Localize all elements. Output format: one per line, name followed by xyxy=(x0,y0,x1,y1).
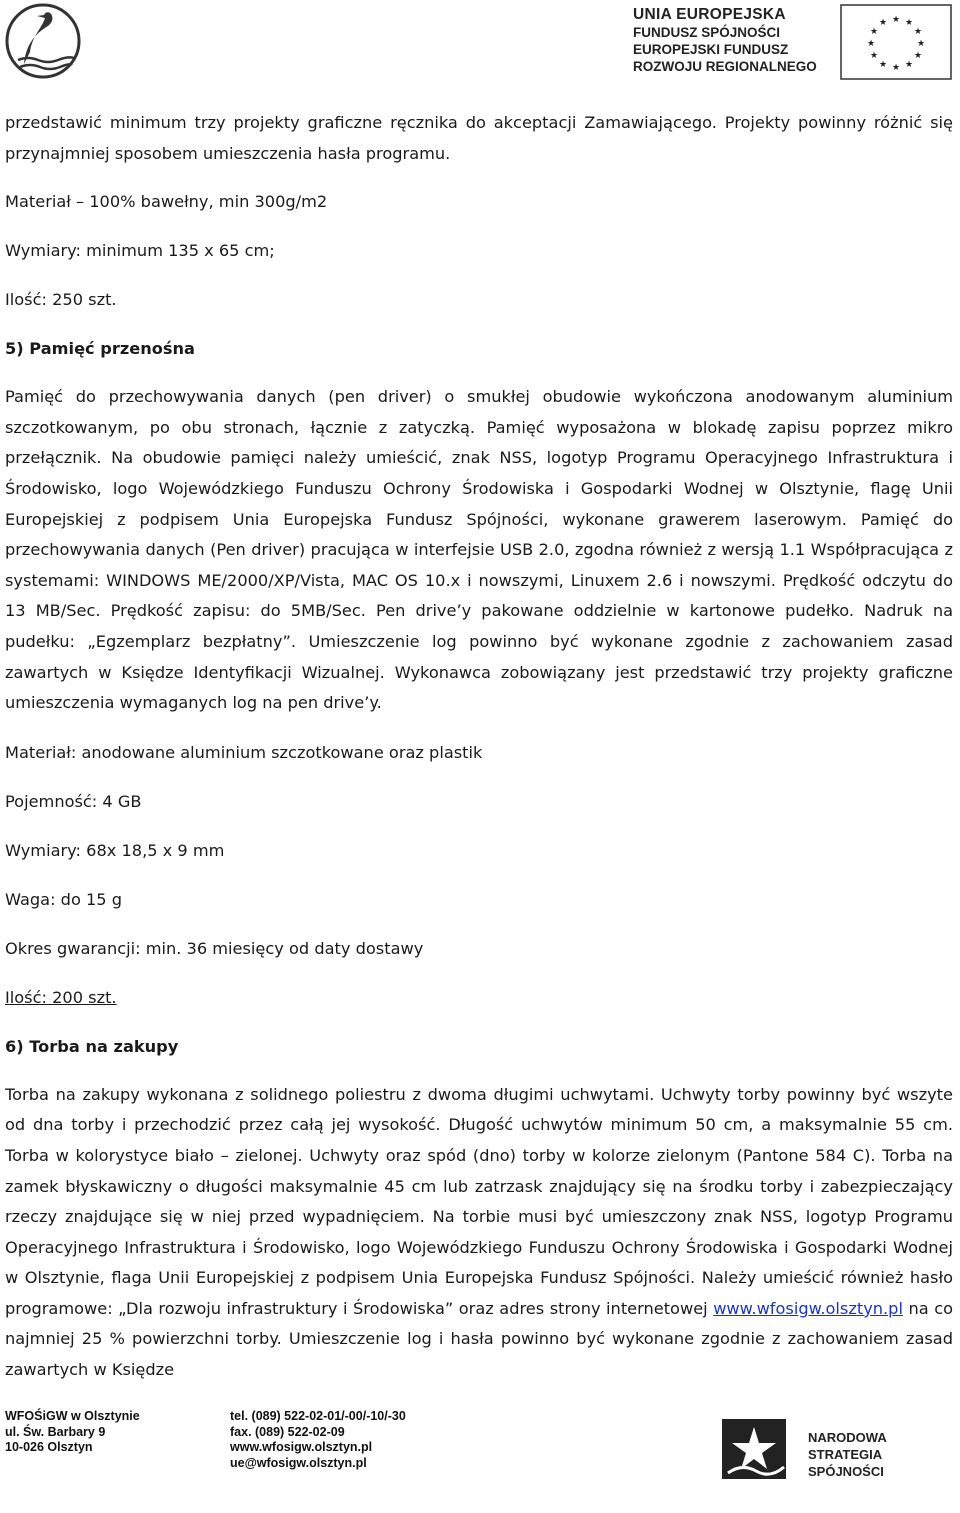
svg-text:★: ★ xyxy=(904,18,914,28)
pendrive-warranty: Okres gwarancji: min. 36 miesięcy od daty dostawy xyxy=(5,938,424,958)
pendrive-dimensions: Wymiary: 68x 18,5 x 9 mm xyxy=(5,840,225,860)
towel-material: Materiał – 100% bawełny, min 300g/m2 xyxy=(5,192,328,212)
svg-text:★: ★ xyxy=(913,51,923,61)
footer-tel: tel. (089) 522-02-01/-00/-10/-30 xyxy=(230,1409,406,1423)
svg-text:★: ★ xyxy=(866,39,876,49)
svg-text:★: ★ xyxy=(869,27,879,37)
svg-text:★: ★ xyxy=(878,18,888,28)
towel-quantity: Ilość: 250 szt. xyxy=(5,290,117,310)
nss-line-1: NARODOWA xyxy=(808,1430,887,1445)
nss-text xyxy=(808,1429,958,1480)
footer-web: www.wfosigw.olsztyn.pl xyxy=(230,1440,373,1454)
eu-flag-icon xyxy=(840,4,952,80)
nss-line-2: STRATEGIA SPÓJNOŚCI xyxy=(808,1447,884,1479)
svg-text:★: ★ xyxy=(913,27,923,37)
website-link[interactable]: www.wfosigw.olsztyn.pl xyxy=(713,1298,903,1318)
bag-description xyxy=(5,1080,953,1386)
footer-street: ul. Św. Barbary 9 xyxy=(5,1424,106,1439)
footer-contact xyxy=(230,1409,406,1471)
section-heading-pendrive: 5) Pamięć przenośna xyxy=(5,339,195,359)
pendrive-weight: Waga: do 15 g xyxy=(5,889,123,909)
towel-dimensions: Wymiary: minimum 135 x 65 cm; xyxy=(5,241,275,261)
section-heading-bag: 6) Torba na zakupy xyxy=(5,1036,179,1056)
bag-description-text-end: na co najmniej 25 % powierzchni torby. Umieszczenie log i hasła powinno być wykonane zgodnie z zachowaniem zasad zawartych w Księdze xyxy=(5,1298,953,1380)
document-body xyxy=(5,108,953,1386)
pendrive-quantity: Ilość: 200 szt. xyxy=(5,987,117,1007)
svg-text:★: ★ xyxy=(869,51,879,61)
eu-funding-text xyxy=(633,6,833,75)
footer-postal: 10-026 Olsztyn xyxy=(5,1440,93,1454)
page-header xyxy=(0,0,960,90)
nss-star-icon xyxy=(722,1419,802,1479)
footer-fax: fax. (089) 522-02-09 xyxy=(230,1424,345,1439)
svg-text:★: ★ xyxy=(891,63,901,73)
footer-email: ue@wfosigw.olsztyn.pl xyxy=(230,1455,367,1470)
svg-text:★: ★ xyxy=(891,15,901,25)
svg-text:★: ★ xyxy=(878,60,888,70)
nss-logo xyxy=(722,1419,958,1479)
wfosigw-heron-logo xyxy=(4,2,82,80)
pendrive-description: Pamięć do przechowywania danych (pen driver) o smukłej obudowie wykończona anodowanym aluminium szczotkowanym, po obu stronach, łącznie z zatyczką. Pamięć wyposażona w blokadę zapisu poprzez mikro przełącznik. Na obudowie pamięci należy umieścić, znak NSS, logotyp Programu Operacyjnego Infrastruktura i Środowisko, logo Wojewódzkiego Funduszu Ochrony Środowiska i Gospodarki Wodnej w Olsztynie, flagę Unii Europejskiej z podpisem Unia Europejska Fundusz Spójności, wykonane grawerem laserowym. Pamięć do przechowywania danych (Pen driver) pracująca w interfejsie USB 2.0, zgodna również z wersją 1.1 Współpracująca z systemami: WINDOWS ME/2000/XP/Vista, MAC OS 10.x i nowszymi, Linuxem 2.6 i nowszymi. Prędkość odczytu do 13 MB/Sec. Prędkość zapisu: do 5MB/Sec. Pen drive’y pakowane oddzielnie w kartonowe pudełko. Nadruk na pudełku: „Egzemplarz bezpłatny”. Umieszczenie log powinno być wykonane zgodnie z zachowaniem zasad zawartych w Księdze Identyfikacji Wizualnej. Wykonawca zobowiązany jest przedstawić trzy projekty graficzne umieszczenia wymaganych log na pen drive’y. xyxy=(5,387,953,713)
svg-text:★: ★ xyxy=(916,39,926,49)
pendrive-material: Materiał: anodowane aluminium szczotkowane oraz plastik xyxy=(5,742,483,762)
eu-line-4: ROZWOJU REGIONALNEGO xyxy=(633,59,817,74)
svg-text:★: ★ xyxy=(904,60,914,70)
pendrive-capacity: Pojemność: 4 GB xyxy=(5,791,142,811)
towel-intro: przedstawić minimum trzy projekty graficzne ręcznika do akceptacji Zamawiającego. Projekty powinny różnić się przynajmniej sposobem umieszczenia hasła programu. xyxy=(5,113,953,163)
eu-line-1: UNIA EUROPEJSKA xyxy=(633,6,786,23)
bag-description-text: Torba na zakupy wykonana z solidnego poliestru z dwoma długimi uchwytami. Uchwyty torby powinny być wszyte od dna torby i przechodzić przez całą jej wysokość. Długość uchwytów minimum 50 cm, a maksymalnie 55 cm. Torba w kolorystyce biało – zielonej. Uchwyty oraz spód (dno) torby w kolorze zielonym (Pantone 584 C). Torba na zamek błyskawiczny o długości maksymalnie 45 cm lub zatrzask znajdujący się na środku torby i zabezpieczający rzeczy znajdujące się w niej przed wypadnięciem. Na torbie musi być umieszczony znak NSS, logotyp Programu Operacyjnego Infrastruktura i Środowisko, logo Wojewódzkiego Funduszu Ochrony Środowiska i Gospodarki Wodnej w Olsztynie, flaga Unii Europejskiej z podpisem Unia Europejska Fundusz Spójności. Należy umieścić również hasło programowe: „Dla rozwoju infrastruktury i Środowiska” oraz adres strony internetowej xyxy=(5,1084,953,1318)
eu-line-2: FUNDUSZ SPÓJNOŚCI xyxy=(633,25,781,40)
footer-org-name: WFOŚiGW w Olsztynie xyxy=(5,1409,140,1423)
footer-address xyxy=(5,1409,140,1456)
page-footer xyxy=(0,1405,960,1513)
eu-line-3: EUROPEJSKI FUNDUSZ xyxy=(633,42,789,57)
